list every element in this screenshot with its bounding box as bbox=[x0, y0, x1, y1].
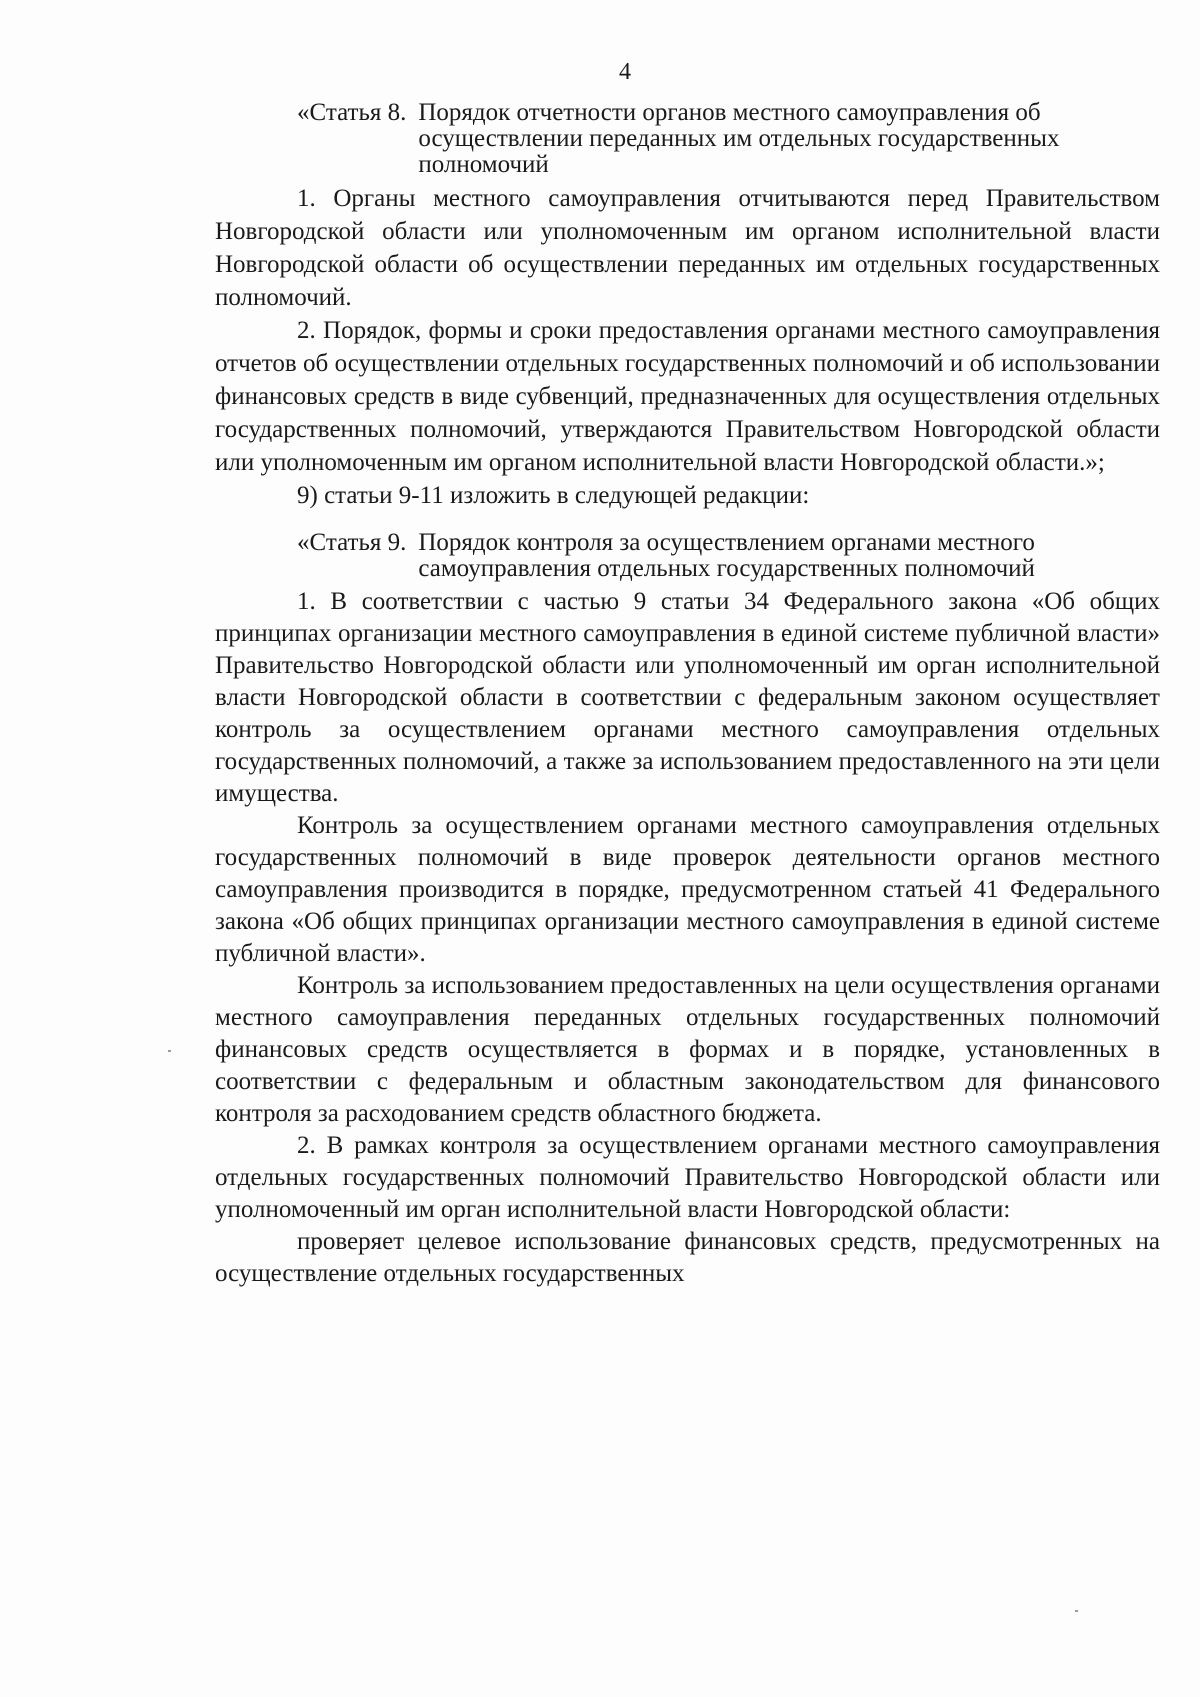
article-9-paragraph-2: 2. В рамках контроля за осуществлением органами местного самоуправления отдельных государственных полномочий Правительство Новгородской области или уполномоченный им орган исполнительной власти Новгородской области: bbox=[215, 1132, 1160, 1223]
item-9: 9) статьи 9-11 изложить в следующей редакции: bbox=[297, 482, 810, 509]
article-8-title: Порядок отчетности органов местного самоуправления об осуществлении переданных им отдельных государственных полномочий bbox=[418, 99, 1060, 178]
scan-speck bbox=[168, 1050, 171, 1052]
document-body bbox=[215, 100, 1160, 1290]
article-9-paragraph-1b: Контроль за осуществлением органами местного самоуправления отдельных государственных полномочий в виде проверок деятельности органов местного самоуправления производится в порядке, предусмотренном статьей 41 Федерального закона «Об общих принципах организации местного самоуправления в единой системе публичной власти». bbox=[215, 812, 1160, 967]
article-9-paragraph-1: 1. В соответствии с частью 9 статьи 34 Федерального закона «Об общих принципах организации местного самоуправления в единой системе публичной власти» Правительство Новгородской области или уполномоченный им орган исполнительной власти Новгородской области в соответствии с федеральным законом осуществляет контроль за осуществлением органами местного самоуправления отдельных государственных полномочий, а также за использованием предоставленного на эти цели имущества. bbox=[215, 588, 1160, 807]
spacer bbox=[215, 512, 1160, 530]
article-8-heading bbox=[215, 100, 1160, 178]
scan-speck bbox=[1075, 1610, 1078, 1612]
page-number: 4 bbox=[619, 59, 631, 85]
article-9-paragraph-1c: Контроль за использованием предоставленных на цели осуществления органами местного самоуправления переданных отдельных государственных полномочий финансовых средств осуществляется в формах и в порядке, установленных в соответствии с федеральным и областным законодательством для финансового контроля за расходованием средств областного бюджета. bbox=[215, 972, 1160, 1127]
article-9-paragraph-2a: проверяет целевое использование финансовых средств, предусмотренных на осуществление отдельных государственных bbox=[215, 1228, 1160, 1287]
article-9-number: «Статья 9. bbox=[297, 529, 407, 556]
article-8-paragraph-1: 1. Органы местного самоуправления отчитываются перед Правительством Новгородской области или уполномоченным им органом исполнительной власти Новгородской области об осуществлении переданных им отдельных государственных полномочий. bbox=[215, 185, 1160, 311]
article-8-number: «Статья 8. bbox=[297, 99, 407, 126]
article-9-title: Порядок контроля за осуществлением органами местного самоуправления отдельных государственных полномочий bbox=[418, 529, 1035, 582]
article-8-paragraph-2: 2. Порядок, формы и сроки предоставления органами местного самоуправления отчетов об осуществлении отдельных государственных полномочий и об использовании финансовых средств в виде субвенций, предназначенных для осуществления отдельных государственных полномочий, утверждаются Правительством Новгородской области или уполномоченным им органом исполнительной власти Новгородской области.»; bbox=[215, 317, 1160, 476]
article-9-heading bbox=[215, 530, 1160, 582]
